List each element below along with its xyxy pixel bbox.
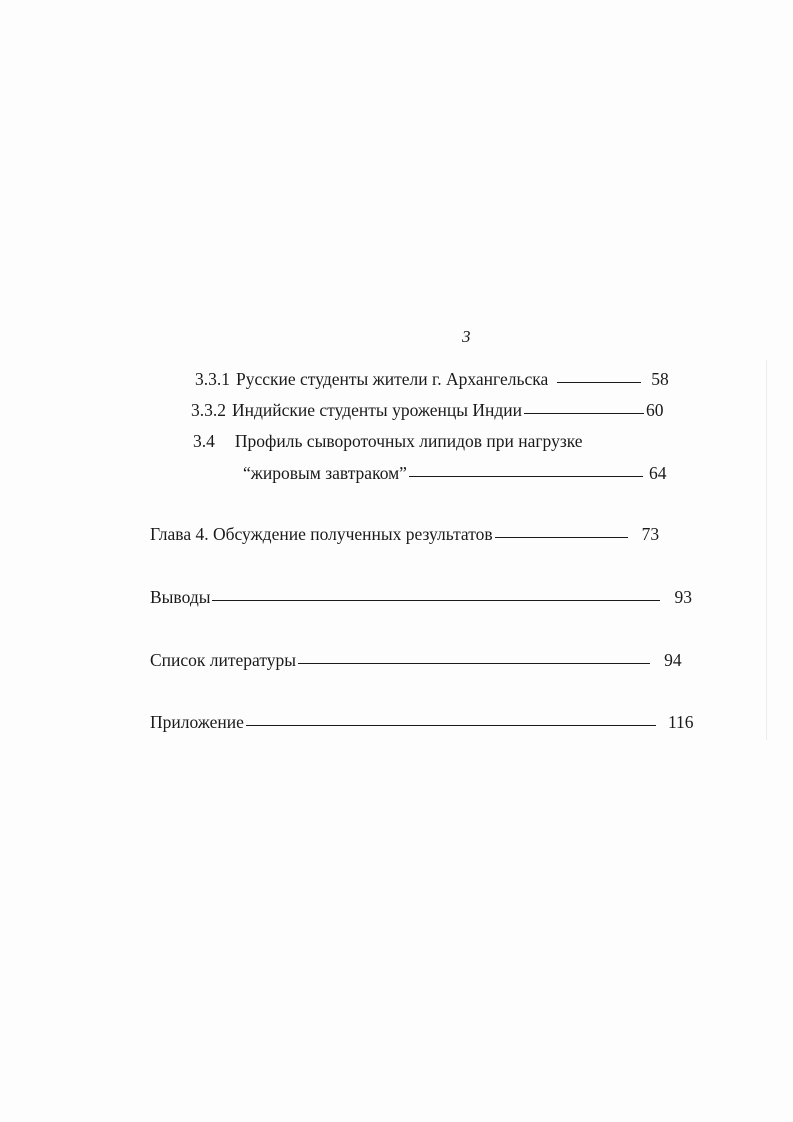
toc-entry-title: Список литературы	[150, 650, 297, 670]
toc-entry-title: Глава 4. Обсуждение полученных результатов	[150, 524, 493, 544]
toc-entry-number: 3.4	[193, 431, 215, 451]
toc-entry-page: 64	[648, 463, 667, 483]
toc-leader-line	[557, 367, 641, 383]
toc-entry-page: 60	[646, 400, 664, 420]
toc-entry-number: 3.3.1	[195, 369, 230, 389]
toc-leader-line	[524, 398, 644, 414]
toc-entry-page: 94	[664, 650, 682, 670]
toc-entry-3-3-1	[195, 368, 669, 390]
toc-entry-title: Профиль сывороточных липидов при нагрузке	[234, 431, 583, 451]
toc-entry-title: Приложение	[150, 712, 244, 732]
toc-leader-line	[409, 461, 643, 477]
toc-entry-3-4	[193, 430, 583, 452]
toc-entry-title: Выводы	[150, 587, 211, 607]
scan-edge-artifact	[766, 360, 767, 740]
toc-leader-line	[298, 648, 650, 664]
toc-entry-conclusions	[150, 586, 692, 608]
toc-entry-page: 58	[651, 369, 669, 389]
toc-entry-3-4-cont	[243, 462, 666, 484]
toc-leader-line	[212, 585, 660, 601]
toc-entry-chapter-4	[150, 523, 659, 545]
toc-leader-line	[246, 710, 656, 726]
toc-entry-appendix	[150, 711, 694, 733]
toc-entry-page: 116	[667, 712, 694, 732]
toc-entry-3-3-2	[191, 399, 664, 421]
page-number: 3	[462, 327, 471, 346]
toc-entry-references	[150, 649, 682, 671]
toc-entry-number: 3.3.2	[191, 400, 226, 420]
toc-entry-page: 93	[674, 587, 692, 607]
toc-leader-line	[495, 522, 628, 538]
toc-entry-title: Русские студенты жители г. Архангельска	[236, 369, 549, 389]
toc-entry-title-cont: “жировым завтраком”	[243, 463, 407, 483]
toc-entry-page: 73	[641, 524, 660, 544]
toc-entry-title: Индийские студенты уроженцы Индии	[232, 400, 523, 420]
